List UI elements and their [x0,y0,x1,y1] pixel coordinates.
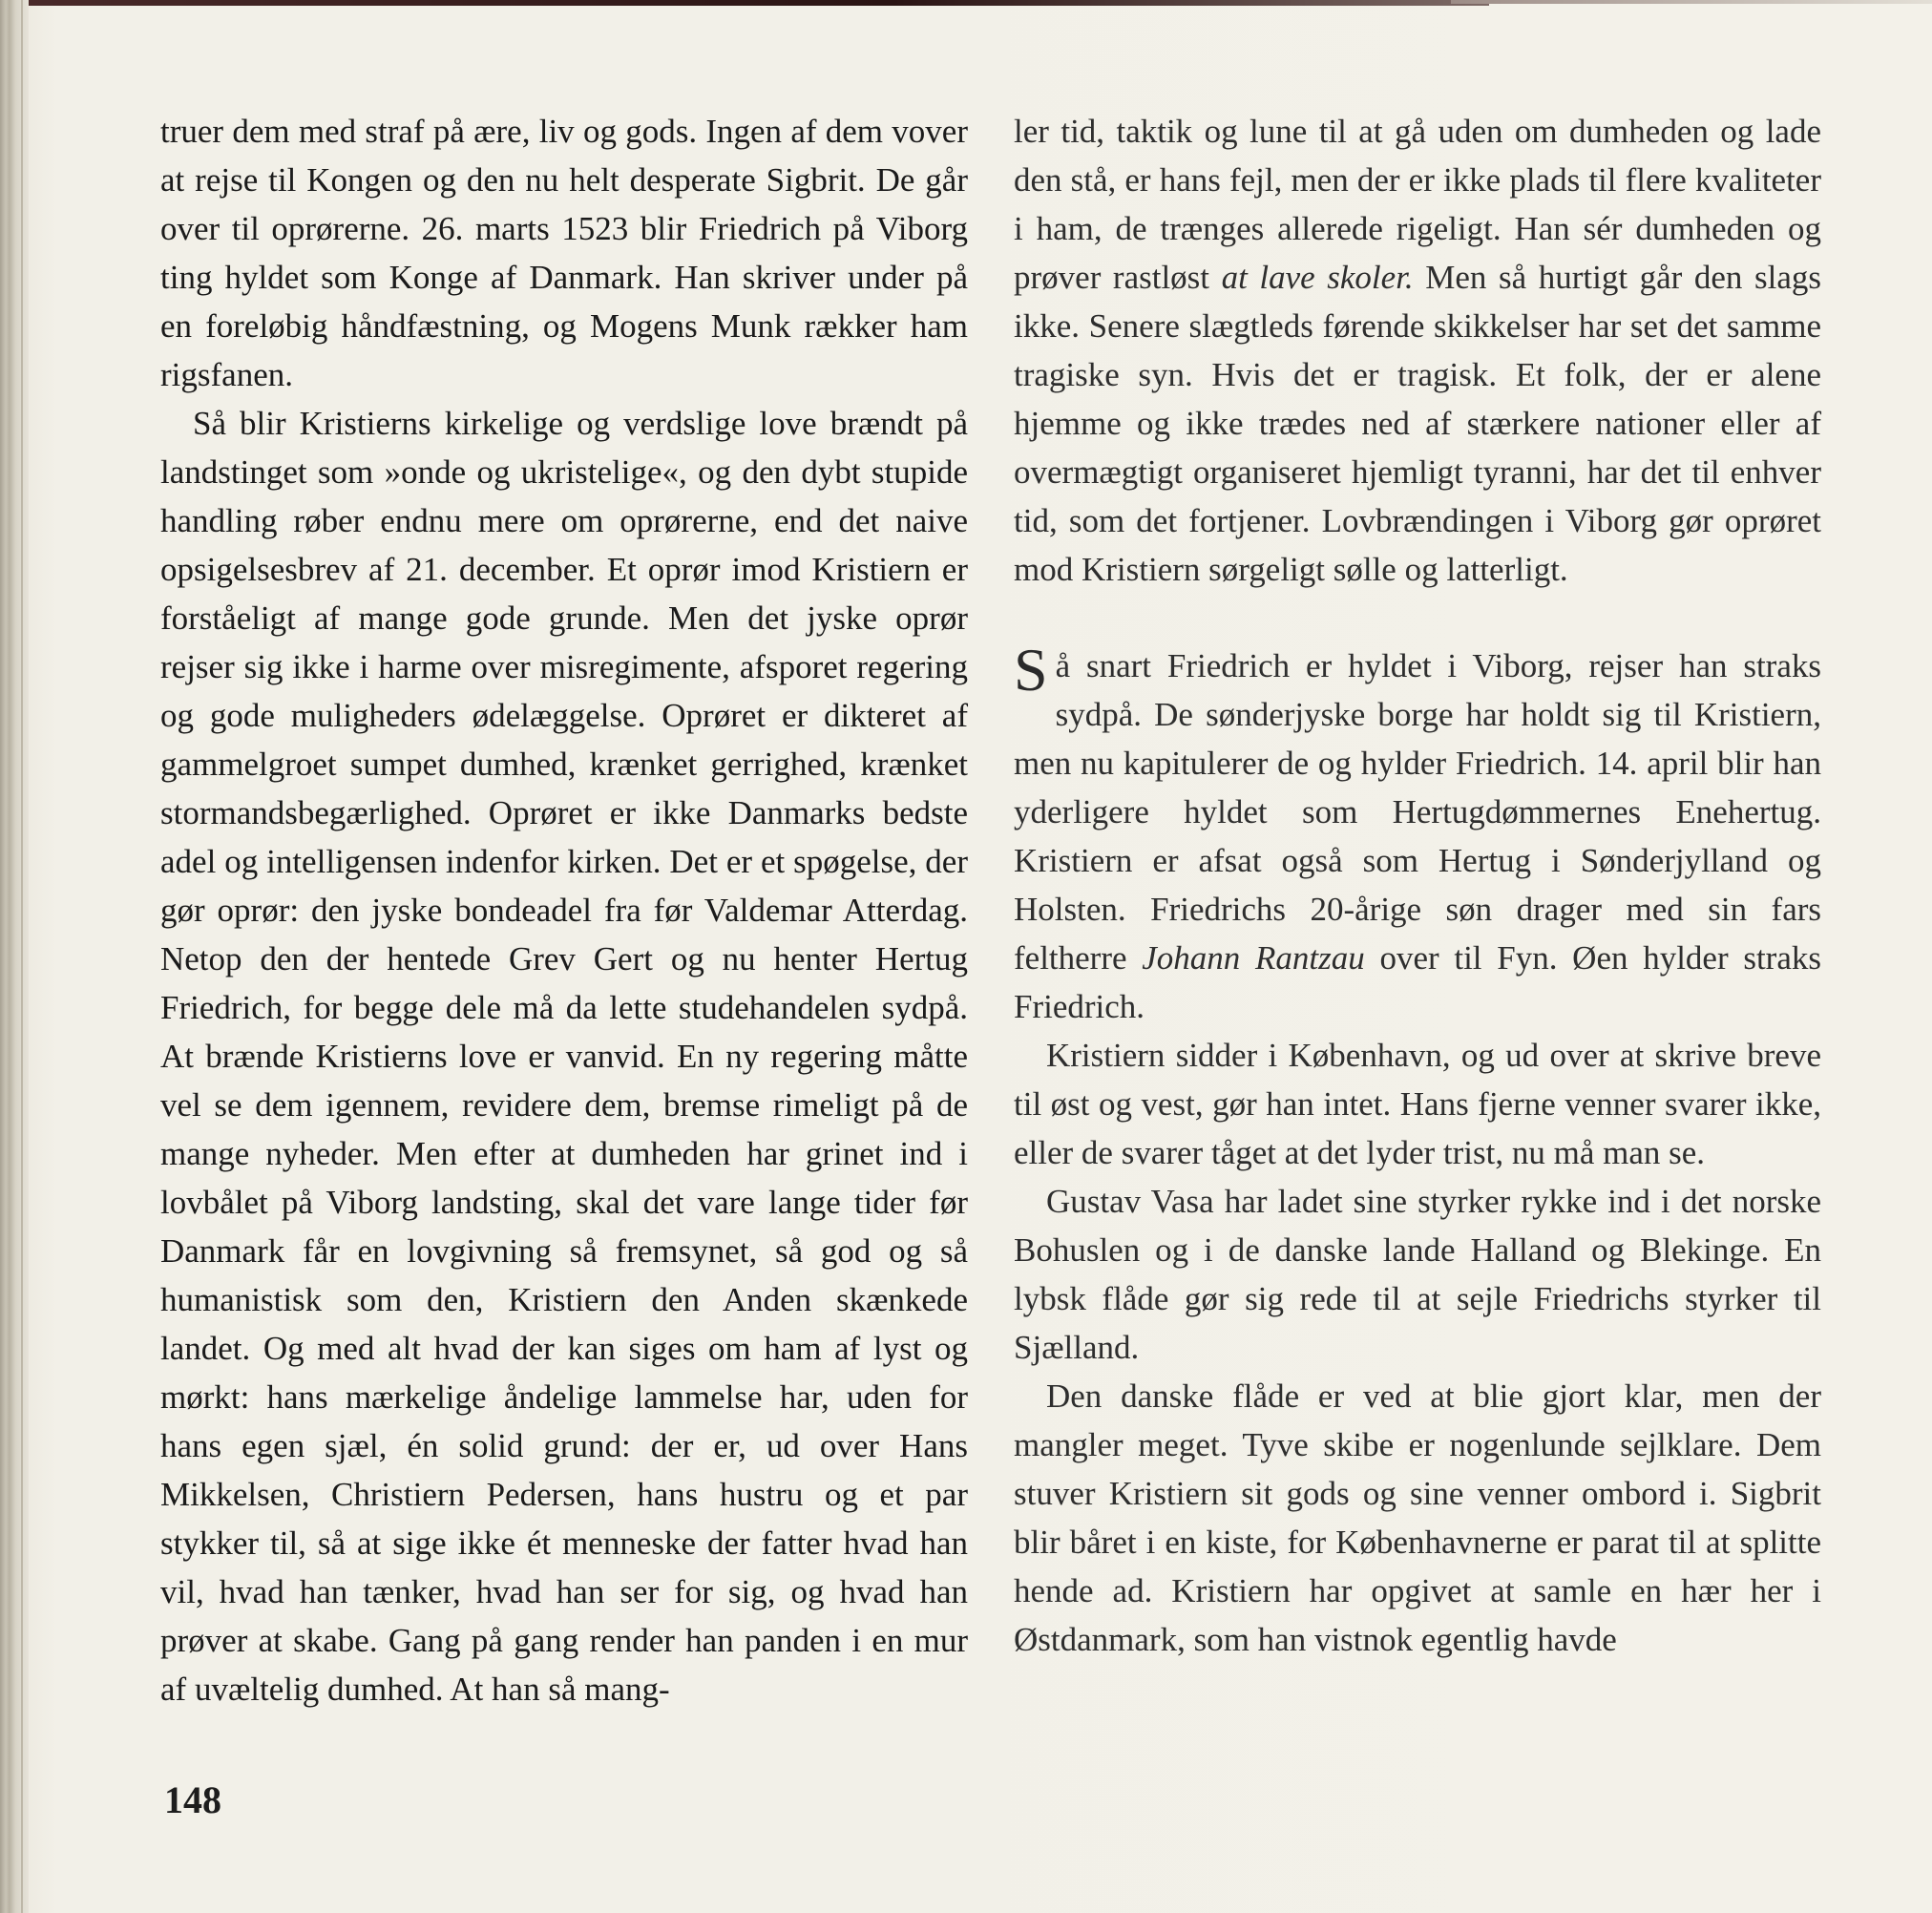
left-text-column [160,107,968,1787]
right-p1-text-b: Men så hurtigt går den slags ikke. Senere slægtleds førende skikkelser har set det samme tragiske syn. Hvis det er tragisk. Et folk, der er alene hjemme og ikke trædes ned af stærkere nationer eller af overmægtigt organiseret hjemligt tyranni, har det til enhver tid, som det fortjener. Lovbrændingen i Viborg gør oprøret mod Kristiern sørgeligt sølle og latterligt. [1014,259,1821,588]
left-paragraph-2: Så blir Kristierns kirkelige og verdslige love brændt på landstinget som »onde og ukristelige«, og den dybt stupide handling røber endnu mere om oprørerne, end det naive opsigelsesbrev af 21. december. Et oprør imod Kristiern er forståeligt af mange gode grunde. Men det jyske oprør rejser sig ikke i harme over misregimente, afsporet regering og gode muligheders ødelæggelse. Oprøret er dikteret af gammelgroet sumpet dumhed, krænket gerrighed, krænket stormandsbegærlighed. Oprøret er ikke Danmarks bedste adel og intelligensen indenfor kirken. Det er et spøgelse, der gør oprør: den jyske bondeadel fra før Valdemar Atterdag. Netop den der hentede Grev Gert og nu henter Hertug Friedrich, for begge dele må da lette studehandelen sydpå. At brænde Kristierns love er vanvid. En ny regering måtte vel se dem igennem, revidere dem, bremse rimeligt på de mange nyheder. Men efter at dumheden har grinet ind i lovbålet på Viborg landsting, skal det vare lange tider før Danmark får en lovgivning så fremsynet, så god og så humanistisk som den, Kristiern den Anden skænkede landet. Og med alt hvad der kan siges om ham af lyst og mørkt: hans mærkelige åndelige lammelse har, uden for hans egen sjæl, én solid grund: der er, ud over Hans Mikkelsen, Christiern Pedersen, hans hustru og et par stykker til, så at sige ikke ét menneske der fatter hvad han vil, hvad han tænker, hvad han ser for sig, og hvad han prøver at skabe. Gang på gang render han panden i en mur af uvæltelig dumhed. At han så mang- [160,405,968,1708]
left-paragraph-1: truer dem med straf på ære, liv og gods. Ingen af dem vover at rejse til Kongen og den nu helt desperate Sigbrit. De går over til oprørerne. 26. marts 1523 blir Friedrich på Viborg ting hyldet som Konge af Danmark. Han skriver under på en foreløbig håndfæstning, og Mogens Munk rækker ham rigsfanen. [160,113,968,393]
right-text-column [1014,107,1821,1787]
book-binding [0,0,29,1913]
drop-cap: S [1014,636,1048,704]
right-p2-text-b: over til Fyn. Øen hylder straks Friedrich. [1014,939,1821,1025]
binding-line [21,0,23,1913]
right-paragraph-1 [1014,107,1821,594]
right-p1-text-a: ler tid, taktik og lune til at gå uden om dumheden og lade den stå, er hans fejl, men der er ikke plads til flere kvaliteter i ham, de trænges allerede rigeligt. Han sér dumheden og prøver rastløst [1014,113,1821,296]
page-top-edge [0,0,1489,6]
right-paragraph-3: Kristiern sidder i København, og ud over at skrive breve til øst og vest, gør han intet. Hans fjerne venner svarer ikke, eller de svarer tåget at det lyder trist, nu må man se. [1014,1037,1821,1171]
right-p2-italic: Johann Rantzau [1142,939,1365,977]
right-paragraph-5: Den danske flåde er ved at blie gjort klar, men der mangler meget. Tyve skibe er nogenlunde sejlklare. Dem stuver Kristiern sit gods og sine venner ombord i. Sigbrit blir båret i en kiste, for Københavnerne er parat til at splitte hende ad. Kristiern har opgivet at samle en hær her i Østdanmark, som han vistnok egentlig havde [1014,1377,1821,1658]
page-top-edge-right [1451,0,1932,4]
right-p1-italic: at lave skoler. [1221,259,1414,296]
right-p2-text-a: å snart Friedrich er hyldet i Viborg, rejser han straks sydpå. De sønderjyske borge har holdt sig til Kristiern, men nu kapitulerer de og hylder Friedrich. 14. april blir han yderligere hyldet som Hertugdømmernes Enehertug. Kristiern er afsat også som Hertug i Sønderjylland og Holsten. Friedrichs 20-årige søn drager med sin fars feltherre [1014,647,1821,977]
page-number: 148 [164,1778,221,1821]
right-paragraph-2 [1014,636,1821,1031]
right-paragraph-4: Gustav Vasa har ladet sine styrker rykke ind i det norske Bohuslen og i de danske lande Halland og Blekinge. En lybsk flåde gør sig rede til at sejle Friedrichs styrker til Sjælland. [1014,1183,1821,1366]
